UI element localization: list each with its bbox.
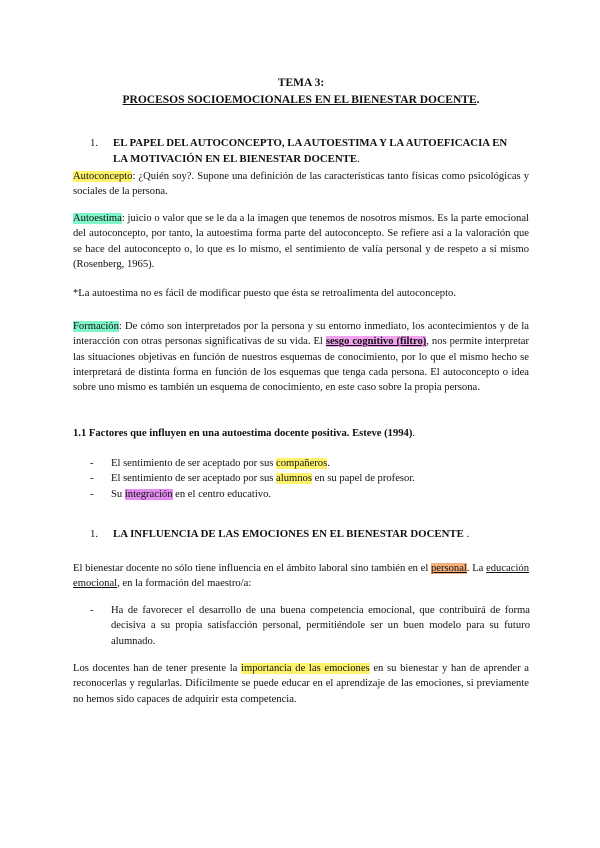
document-title	[73, 75, 529, 108]
section1-heading-line1: EL PAPEL DEL AUTOCONCEPTO, LA AUTOESTIMA Y LA AUTOEFICACIA EN	[113, 137, 508, 149]
autoestima-note: *La autoestima no es fácil de modificar puesto que ésta se retroalimenta del autoconcepto.	[73, 288, 456, 299]
autoconcepto-text: : ¿Quién soy?. Supone una definición de las características tanto físicas como psicológicas y sociales de la persona.	[73, 171, 529, 198]
factors-list	[90, 456, 530, 502]
autoestima-paragraph	[73, 211, 529, 272]
section1-number: 1.	[90, 137, 99, 149]
list-item: - El sentimiento de ser aceptado por sus compañeros.	[90, 458, 330, 469]
subsection-heading: 1.1 Factores que influyen en una autoestima docente positiva. Esteve (1994).	[73, 428, 416, 439]
list-item: - Su integración en el centro educativo.	[90, 488, 272, 500]
educacion-emocional: educación emocional	[73, 563, 530, 590]
bienestar-paragraph: El bienestar docente no sólo tiene influencia en el ámbito laboral sino también en el personal. La educación emocional, en la formación del maestro/a:	[73, 563, 530, 590]
formacion-paragraph	[73, 319, 529, 396]
importancia-highlight: importancia de las emociones	[241, 663, 370, 674]
section2-heading: 1. LA INFLUENCIA DE LAS EMOCIONES EN EL BIENESTAR DOCENTE .	[90, 527, 530, 543]
factor-highlight: alumnos	[276, 473, 312, 485]
formacion-text-b: , nos permite interpretar las situaciones objetivas en función de nuestros esquemas de conocimiento, por lo que el mismo hecho se interpretará de distinta forma en función de los esquemas que tenga cada persona. El autoconcepto o idea sobre uno mismo es también un esquema de conocimiento, en este caso sobre la propia persona.	[73, 336, 529, 394]
list-item: - Ha de favorecer el desarrollo de una buena competencia emocional, que contribuirá de forma decisiva a su propia satisfacción personal, permitiéndole ser un buen modelo para su futuro alumnado.	[90, 605, 530, 647]
formation-list	[90, 603, 530, 649]
factor-highlight: compañeros	[276, 458, 328, 469]
formacion-text-a: : De cómo son interpretados por la persona y su entorno inmediato, los acontecimientos y de la interacción con otras personas significativas de su vida. El	[73, 321, 529, 348]
section2-heading-text: LA INFLUENCIA DE LAS EMOCIONES EN EL BIENESTAR DOCENTE	[113, 528, 464, 540]
sesgo-cognitivo: sesgo cognitivo (filtro)	[325, 336, 427, 348]
formacion-term: Formación	[73, 321, 119, 332]
section1-heading	[90, 136, 530, 167]
personal-highlight: personal	[430, 563, 467, 574]
title-main: PROCESOS SOCIOEMOCIONALES EN EL BIENESTAR DOCENTE	[122, 93, 477, 106]
autoestima-term: Autoestima	[73, 213, 122, 224]
section1-heading-line2: LA MOTIVACIÓN EN EL BIENESTAR DOCENTE.	[113, 152, 360, 165]
factor-highlight: integración	[124, 488, 173, 500]
autoconcepto-term: Autoconcepto	[73, 171, 133, 182]
autoestima-text: : juicio o valor que se le da a la imagen que tenemos de nosotros mismos. Es la parte emocional del autoconcepto, por tanto, la autoestima forma parte del autoconcepto. Se refiere así a la valoración que se hace del autoconcepto o, lo que es lo mismo, el sentimiento de valía personal y de respeto a sí mismo (Rosenberg, 1965).	[73, 213, 529, 271]
docentes-paragraph: Los docentes han de tener presente la importancia de las emociones en su bienestar y han de aprender a reconocerlas y regularlas. Difícilmente se puede educar en el aprendizaje de las emociones, si previamente no hemos sido capaces de adquirir esta competencia.	[73, 663, 529, 705]
title-end: .	[476, 93, 480, 106]
list-item: - El sentimiento de ser aceptado por sus alumnos en su papel de profesor.	[90, 473, 415, 485]
autoconcepto-paragraph	[73, 169, 529, 200]
section2-number: 1.	[90, 528, 99, 540]
title-line1: TEMA 3:	[277, 77, 325, 89]
title-line2	[73, 92, 529, 109]
